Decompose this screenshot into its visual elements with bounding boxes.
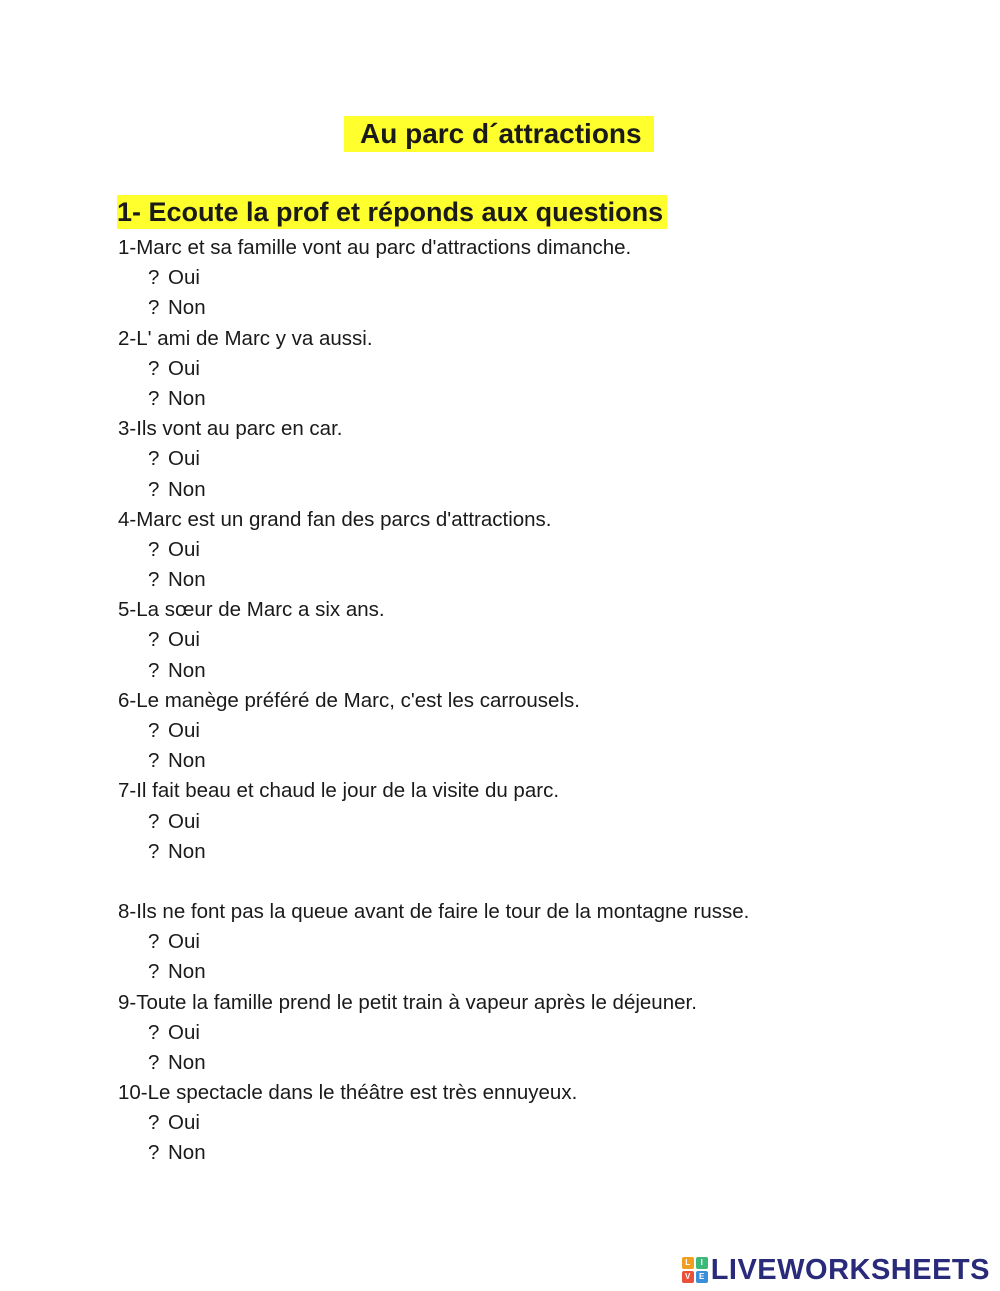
section-heading: 1- Ecoute la prof et réponds aux questions	[117, 195, 667, 229]
answer-marker: ?	[148, 296, 160, 320]
option-label: Non	[168, 477, 206, 501]
option-label: Oui	[168, 356, 200, 380]
option-label: Oui	[168, 266, 200, 290]
option-label: Oui	[168, 537, 200, 561]
answer-marker: ?	[148, 266, 160, 290]
answer-marker: ?	[148, 386, 160, 410]
answer-marker: ?	[148, 477, 160, 501]
question-text: 6-Le manège préféré de Marc, c'est les carrousels.	[118, 688, 580, 712]
option-label: Non	[168, 658, 206, 682]
logo-tile: E	[696, 1271, 708, 1283]
option-label: Oui	[168, 930, 200, 954]
option-oui[interactable]	[118, 625, 978, 655]
question-list	[118, 233, 978, 1169]
option-label: Oui	[168, 719, 200, 742]
option-oui[interactable]	[118, 1108, 978, 1138]
answer-marker: ?	[148, 568, 160, 592]
option-non[interactable]	[118, 565, 978, 595]
option-oui[interactable]	[118, 1018, 978, 1048]
answer-marker: ?	[148, 537, 160, 561]
answer-marker: ?	[148, 719, 160, 742]
option-oui[interactable]	[118, 444, 978, 474]
question-item	[118, 505, 978, 596]
question-item	[118, 595, 978, 686]
question-item	[118, 233, 978, 324]
answer-marker: ?	[148, 960, 160, 984]
option-non[interactable]	[118, 384, 978, 414]
question-item	[118, 776, 978, 867]
option-label: Non	[168, 749, 206, 773]
option-label: Non	[168, 960, 206, 984]
question-text: 5-La sœur de Marc a six ans.	[118, 598, 385, 622]
question-item	[118, 414, 978, 505]
option-label: Non	[168, 1050, 206, 1074]
option-oui[interactable]	[118, 927, 978, 957]
answer-marker: ?	[148, 628, 160, 652]
answer-marker: ?	[148, 356, 160, 380]
option-non[interactable]	[118, 957, 978, 987]
answer-marker: ?	[148, 447, 160, 471]
option-non[interactable]	[118, 656, 978, 686]
option-label: Non	[168, 386, 206, 410]
option-label: Oui	[168, 447, 200, 471]
option-label: Oui	[168, 1111, 200, 1135]
answer-marker: ?	[148, 809, 160, 833]
option-oui[interactable]	[118, 716, 978, 746]
question-item	[118, 324, 978, 415]
option-non[interactable]	[118, 1048, 978, 1078]
question-item	[118, 988, 978, 1079]
option-oui[interactable]	[118, 263, 978, 293]
answer-marker: ?	[148, 1111, 160, 1135]
question-item	[118, 686, 978, 777]
answer-marker: ?	[148, 839, 160, 863]
question-item	[118, 1078, 978, 1169]
option-label: Non	[168, 568, 206, 592]
option-oui[interactable]	[118, 807, 978, 837]
question-text: 10-Le spectacle dans le théâtre est très ennuyeux.	[118, 1081, 578, 1105]
option-non[interactable]	[118, 475, 978, 505]
answer-marker: ?	[148, 658, 160, 682]
option-non[interactable]	[118, 746, 978, 776]
question-text: 7-Il fait beau et chaud le jour de la visite du parc.	[118, 779, 560, 803]
liveworksheets-brand[interactable]	[682, 1254, 990, 1286]
option-oui[interactable]	[118, 535, 978, 565]
option-non[interactable]	[118, 1138, 978, 1168]
option-label: Oui	[168, 1020, 200, 1044]
option-non[interactable]	[118, 293, 978, 323]
option-label: Oui	[168, 809, 200, 833]
worksheet-title: Au parc d´attractions	[344, 116, 654, 152]
brand-name: LIVEWORKSHEETS	[710, 1253, 990, 1286]
answer-marker: ?	[148, 930, 160, 954]
logo-tile: L	[682, 1257, 694, 1269]
option-oui[interactable]	[118, 354, 978, 384]
option-label: Oui	[168, 628, 200, 652]
question-text: 9-Toute la famille prend le petit train à vapeur après le déjeuner.	[118, 990, 697, 1014]
question-text: 1-Marc et sa famille vont au parc d'attractions dimanche.	[118, 236, 632, 259]
question-text: 2-L' ami de Marc y va aussi.	[118, 326, 373, 350]
logo-tile: I	[696, 1257, 708, 1269]
option-label: Non	[168, 1141, 206, 1165]
question-text: 8-Ils ne font pas la queue avant de faire le tour de la montagne russe.	[118, 899, 750, 923]
option-label: Non	[168, 296, 206, 320]
question-text: 3-Ils vont au parc en car.	[118, 417, 343, 441]
answer-marker: ?	[148, 749, 160, 773]
answer-marker: ?	[148, 1020, 160, 1044]
question-text: 4-Marc est un grand fan des parcs d'attractions.	[118, 507, 552, 531]
liveworksheets-logo-icon	[682, 1257, 708, 1283]
answer-marker: ?	[148, 1050, 160, 1074]
option-label: Non	[168, 839, 206, 863]
option-non[interactable]	[118, 837, 978, 867]
logo-tile: V	[682, 1271, 694, 1283]
answer-marker: ?	[148, 1141, 160, 1165]
question-item	[118, 897, 978, 988]
